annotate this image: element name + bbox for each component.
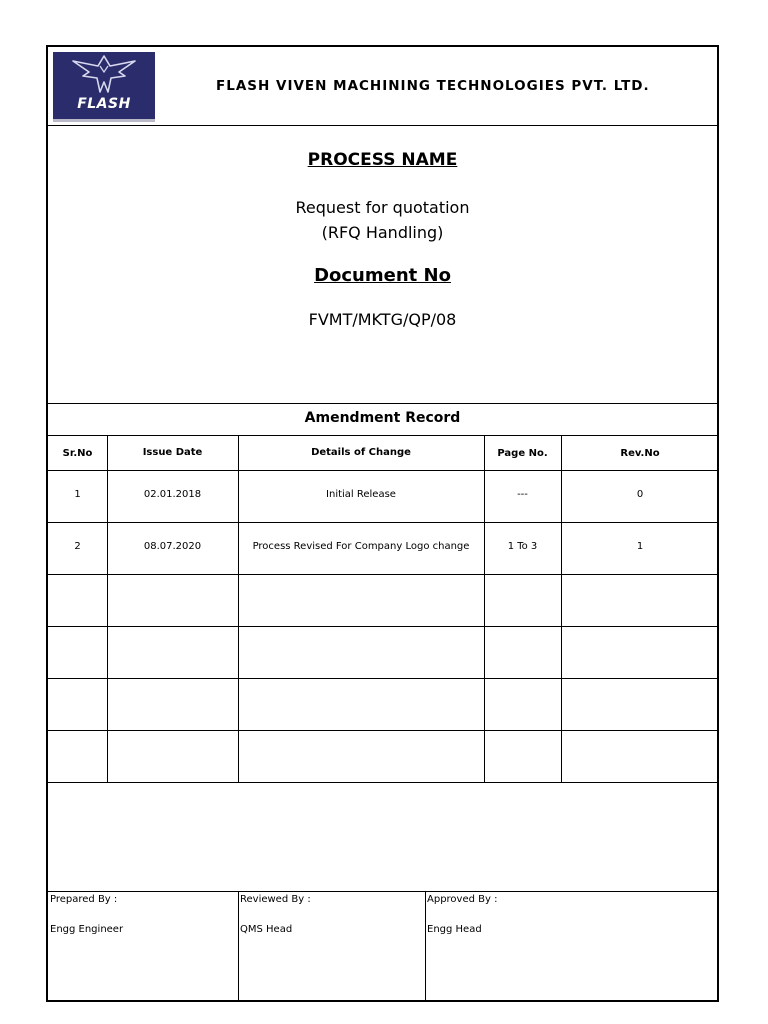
- table-row-divider: [48, 730, 717, 731]
- document-no-heading: Document No: [314, 265, 451, 286]
- signature-column-divider: [238, 892, 239, 1002]
- table-row-divider: [48, 678, 717, 679]
- signature-value: QMS Head: [240, 924, 293, 935]
- table-row-divider: [48, 470, 717, 471]
- company-name: FLASH VIVEN MACHINING TECHNOLOGIES PVT. LTD.: [216, 78, 650, 94]
- table-cell: Initial Release: [326, 489, 396, 500]
- signature-value: Engg Engineer: [50, 924, 124, 935]
- table-cell: 08.07.2020: [143, 541, 202, 552]
- table-cell: 02.01.2018: [143, 489, 202, 500]
- table-cell: 1: [636, 541, 644, 552]
- amendment-title-divider: [48, 435, 717, 436]
- table-header-cell: Details of Change: [311, 447, 411, 458]
- process-heading: PROCESS NAME: [307, 150, 458, 170]
- title-divider: [48, 403, 717, 404]
- company-logo: [53, 52, 155, 122]
- table-cell: 1 To 3: [507, 541, 538, 552]
- table-header-cell: Issue Date: [142, 447, 203, 458]
- table-cell: 2: [74, 541, 81, 552]
- document-frame: [46, 45, 719, 1002]
- document-number: FVMT/MKTG/QP/08: [308, 310, 457, 329]
- signature-divider: [48, 891, 717, 892]
- process-name-line2: (RFQ Handling): [321, 223, 444, 242]
- table-cell: Process Revised For Company Logo change: [252, 541, 470, 552]
- table-cell: 0: [636, 489, 644, 500]
- process-name-line1: Request for quotation: [295, 198, 470, 217]
- table-row-divider: [48, 782, 717, 783]
- signature-label: Prepared By :: [50, 894, 118, 905]
- table-row-divider: [48, 522, 717, 523]
- table-cell: 1: [74, 489, 81, 500]
- eagle-logo-icon: [53, 52, 155, 97]
- table-cell: ---: [517, 489, 528, 500]
- table-row-divider: [48, 626, 717, 627]
- signature-value: Engg Head: [427, 924, 482, 935]
- table-row-divider: [48, 574, 717, 575]
- table-header-cell: Sr.No: [62, 448, 93, 459]
- table-header-cell: Page No.: [497, 448, 548, 459]
- signature-label: Reviewed By :: [240, 894, 311, 905]
- signature-label: Approved By :: [427, 894, 498, 905]
- signature-column-divider: [425, 892, 426, 1002]
- table-header-cell: Rev.No: [620, 448, 660, 459]
- amendment-title: Amendment Record: [304, 410, 461, 426]
- logo-text: FLASH: [77, 96, 131, 112]
- header-divider: [48, 125, 717, 126]
